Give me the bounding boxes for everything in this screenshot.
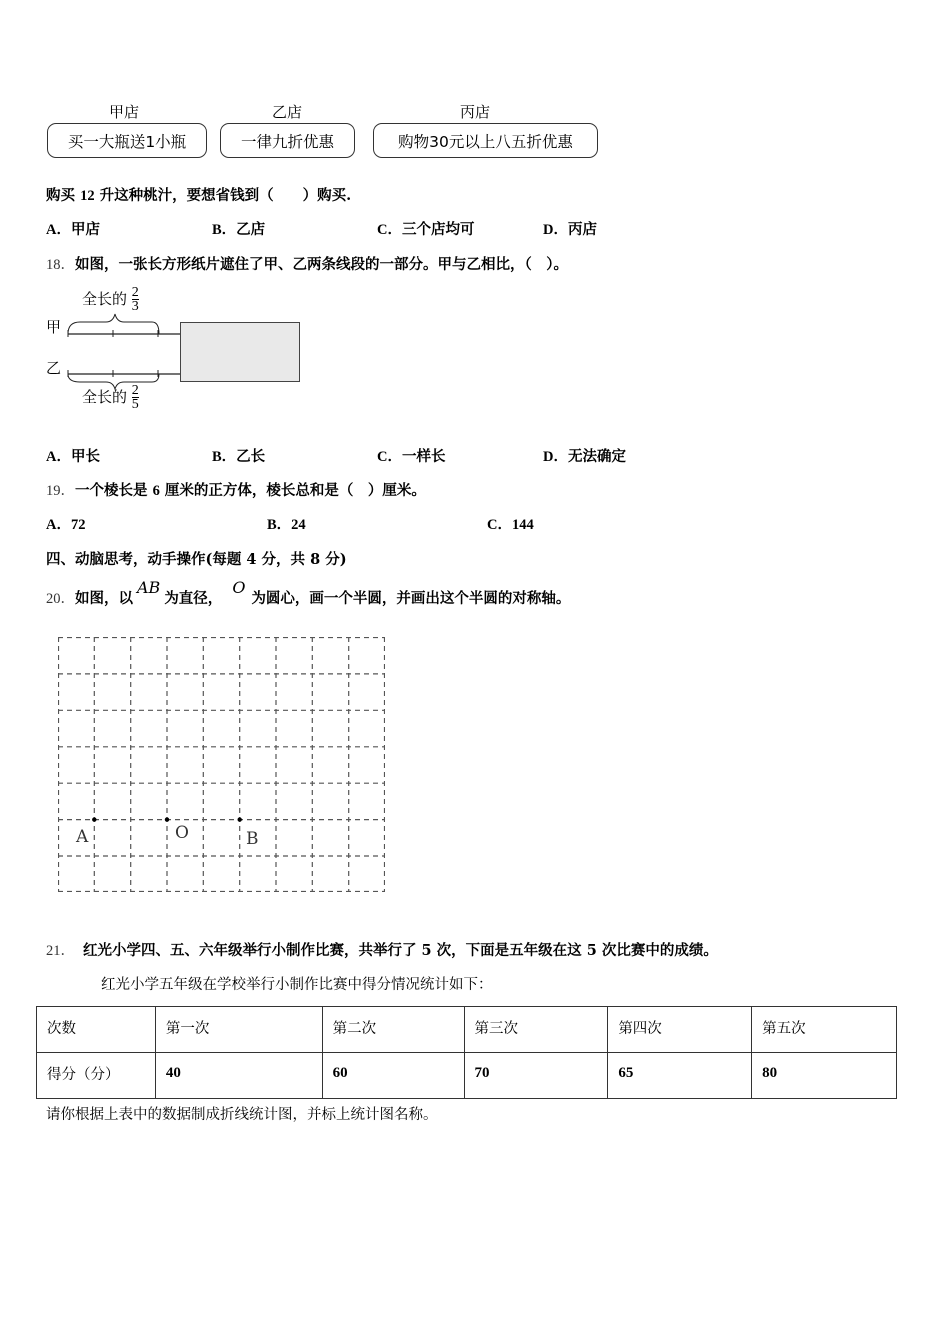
- option-text: 甲店: [70, 221, 100, 238]
- q17-number: 12: [80, 188, 95, 204]
- q20-question: [46, 578, 571, 608]
- point-a-label: A: [76, 827, 89, 847]
- q18-option-b[interactable]: [212, 448, 265, 466]
- q17-option-c[interactable]: [377, 221, 474, 239]
- covering-paper: [180, 322, 300, 382]
- store-b-label: 乙店: [271, 103, 302, 121]
- option-text: 无法确定: [567, 448, 626, 465]
- option-text: 乙店: [236, 221, 266, 238]
- line-b-label: 乙: [46, 359, 62, 377]
- q17-option-a[interactable]: [46, 221, 100, 239]
- math-o: O: [232, 578, 246, 597]
- store-c-label: 丙店: [459, 103, 490, 121]
- header-cell: 第一次: [155, 1007, 322, 1053]
- q18-text: 如图，一张长方形纸片遮住了甲、乙两条线段的一部分。甲与乙相比，（ ）。: [75, 256, 568, 273]
- table-caption: 红光小学五年级在学校举行小制作比赛中得分情况统计如下：: [101, 977, 493, 993]
- q21-question: [46, 942, 718, 960]
- store-a-offer: 买一大瓶送1小瓶: [47, 123, 207, 158]
- caption-prefix: 全长的: [82, 388, 128, 406]
- score-cell: 70: [464, 1053, 608, 1099]
- option-letter: A．: [46, 449, 71, 465]
- option-letter: B．: [267, 517, 292, 533]
- table-header-row: [37, 1007, 897, 1053]
- q18-figure: [40, 282, 310, 417]
- grid-lines: [58, 637, 385, 892]
- q20-text-2: 为直径，: [164, 590, 223, 607]
- math-ab: AB: [137, 578, 161, 597]
- option-letter: B．: [212, 449, 237, 465]
- header-cell: 第四次: [608, 1007, 752, 1053]
- q19-value: 6: [152, 483, 160, 499]
- q18-option-c[interactable]: [377, 448, 445, 466]
- option-text: 三个店均可: [401, 221, 475, 238]
- q21-instruction: 请你根据上表中的数据制成折线统计图，并标上统计图名称。: [46, 1107, 438, 1123]
- table-row: [37, 1053, 897, 1099]
- q18-option-a[interactable]: [46, 448, 100, 466]
- point-o-dot: [165, 817, 169, 821]
- score-table: [36, 1006, 897, 1099]
- score-cell: 40: [155, 1053, 322, 1099]
- q19-option-c[interactable]: [487, 516, 534, 534]
- dashed-grid[interactable]: [58, 637, 385, 892]
- option-letter: D．: [543, 449, 568, 465]
- q18-question: [46, 256, 568, 274]
- header-cell: 第五次: [752, 1007, 897, 1053]
- fraction-numerator: 2: [131, 383, 139, 398]
- line-a-label: 甲: [46, 318, 62, 336]
- option-text: 一样长: [401, 448, 446, 465]
- store-a-label: 甲店: [108, 103, 139, 121]
- option-text: 24: [291, 517, 306, 533]
- store-b-offer: 一律九折优惠: [220, 123, 355, 158]
- fraction-numerator: 2: [131, 285, 139, 300]
- option-letter: C．: [487, 517, 512, 533]
- section-4-title: 四、动脑思考，动手操作(每题 4 分，共 8 分): [46, 551, 347, 568]
- q17-option-d[interactable]: [543, 221, 597, 239]
- header-cell: 第二次: [322, 1007, 464, 1053]
- option-letter: A．: [46, 222, 71, 238]
- option-letter: A．: [46, 517, 71, 533]
- q19-option-b[interactable]: [267, 516, 306, 534]
- option-text: 甲长: [70, 448, 100, 465]
- caption-b: [82, 384, 139, 411]
- q17-option-b[interactable]: [212, 221, 265, 239]
- fraction-denominator: 5: [131, 397, 139, 412]
- option-letter: B．: [212, 222, 237, 238]
- q19-option-a[interactable]: [46, 516, 85, 534]
- option-letter: D．: [543, 222, 568, 238]
- point-o-label: O: [175, 823, 189, 843]
- q18-option-d[interactable]: [543, 448, 626, 466]
- score-cell: 80: [752, 1053, 897, 1099]
- point-b-dot: [238, 817, 242, 821]
- q19-question: [46, 482, 426, 500]
- option-text: 144: [511, 517, 534, 533]
- q17-question: [46, 187, 351, 205]
- score-cell: 65: [608, 1053, 752, 1099]
- fraction-denominator: 3: [131, 299, 139, 314]
- header-cell: 第三次: [464, 1007, 608, 1053]
- option-text: 72: [70, 517, 86, 533]
- store-c-offer: 购物30元以上八五折优惠: [373, 123, 598, 158]
- row-label-cell: 得分（分）: [37, 1053, 156, 1099]
- q20-text-1: 如图，以: [75, 590, 133, 607]
- option-letter: C．: [377, 222, 402, 238]
- q18-number: 18．: [46, 257, 75, 273]
- header-cell: 次数: [37, 1007, 156, 1053]
- q19-text-pre: 一个棱长是: [75, 482, 153, 499]
- q20-number: 20．: [46, 591, 75, 607]
- q17-text-pre: 购买: [46, 187, 81, 204]
- option-text: 乙长: [236, 448, 266, 465]
- option-letter: C．: [377, 449, 402, 465]
- score-cell: 60: [322, 1053, 464, 1099]
- option-text: 丙店: [567, 221, 597, 238]
- point-a-dot: [92, 817, 96, 821]
- caption-prefix: 全长的: [82, 290, 128, 308]
- q17-text-post: 升这种桃汁，要想省钱到（ ）购买.: [94, 187, 352, 204]
- point-b-label: B: [246, 829, 259, 849]
- q21-text: 红光小学四、五、六年级举行小制作比赛，共举行了 5 次，下面是五年级在这 5 次比赛中的成绩。: [83, 942, 718, 959]
- fraction-b: [132, 384, 139, 411]
- q19-text-post: 厘米的正方体，棱长总和是（ ）厘米。: [159, 482, 426, 499]
- q20-text-3: 为圆心，画一个半圆，并画出这个半圆的对称轴。: [251, 590, 571, 607]
- q19-number: 19．: [46, 483, 75, 499]
- q21-number: 21．: [46, 943, 75, 959]
